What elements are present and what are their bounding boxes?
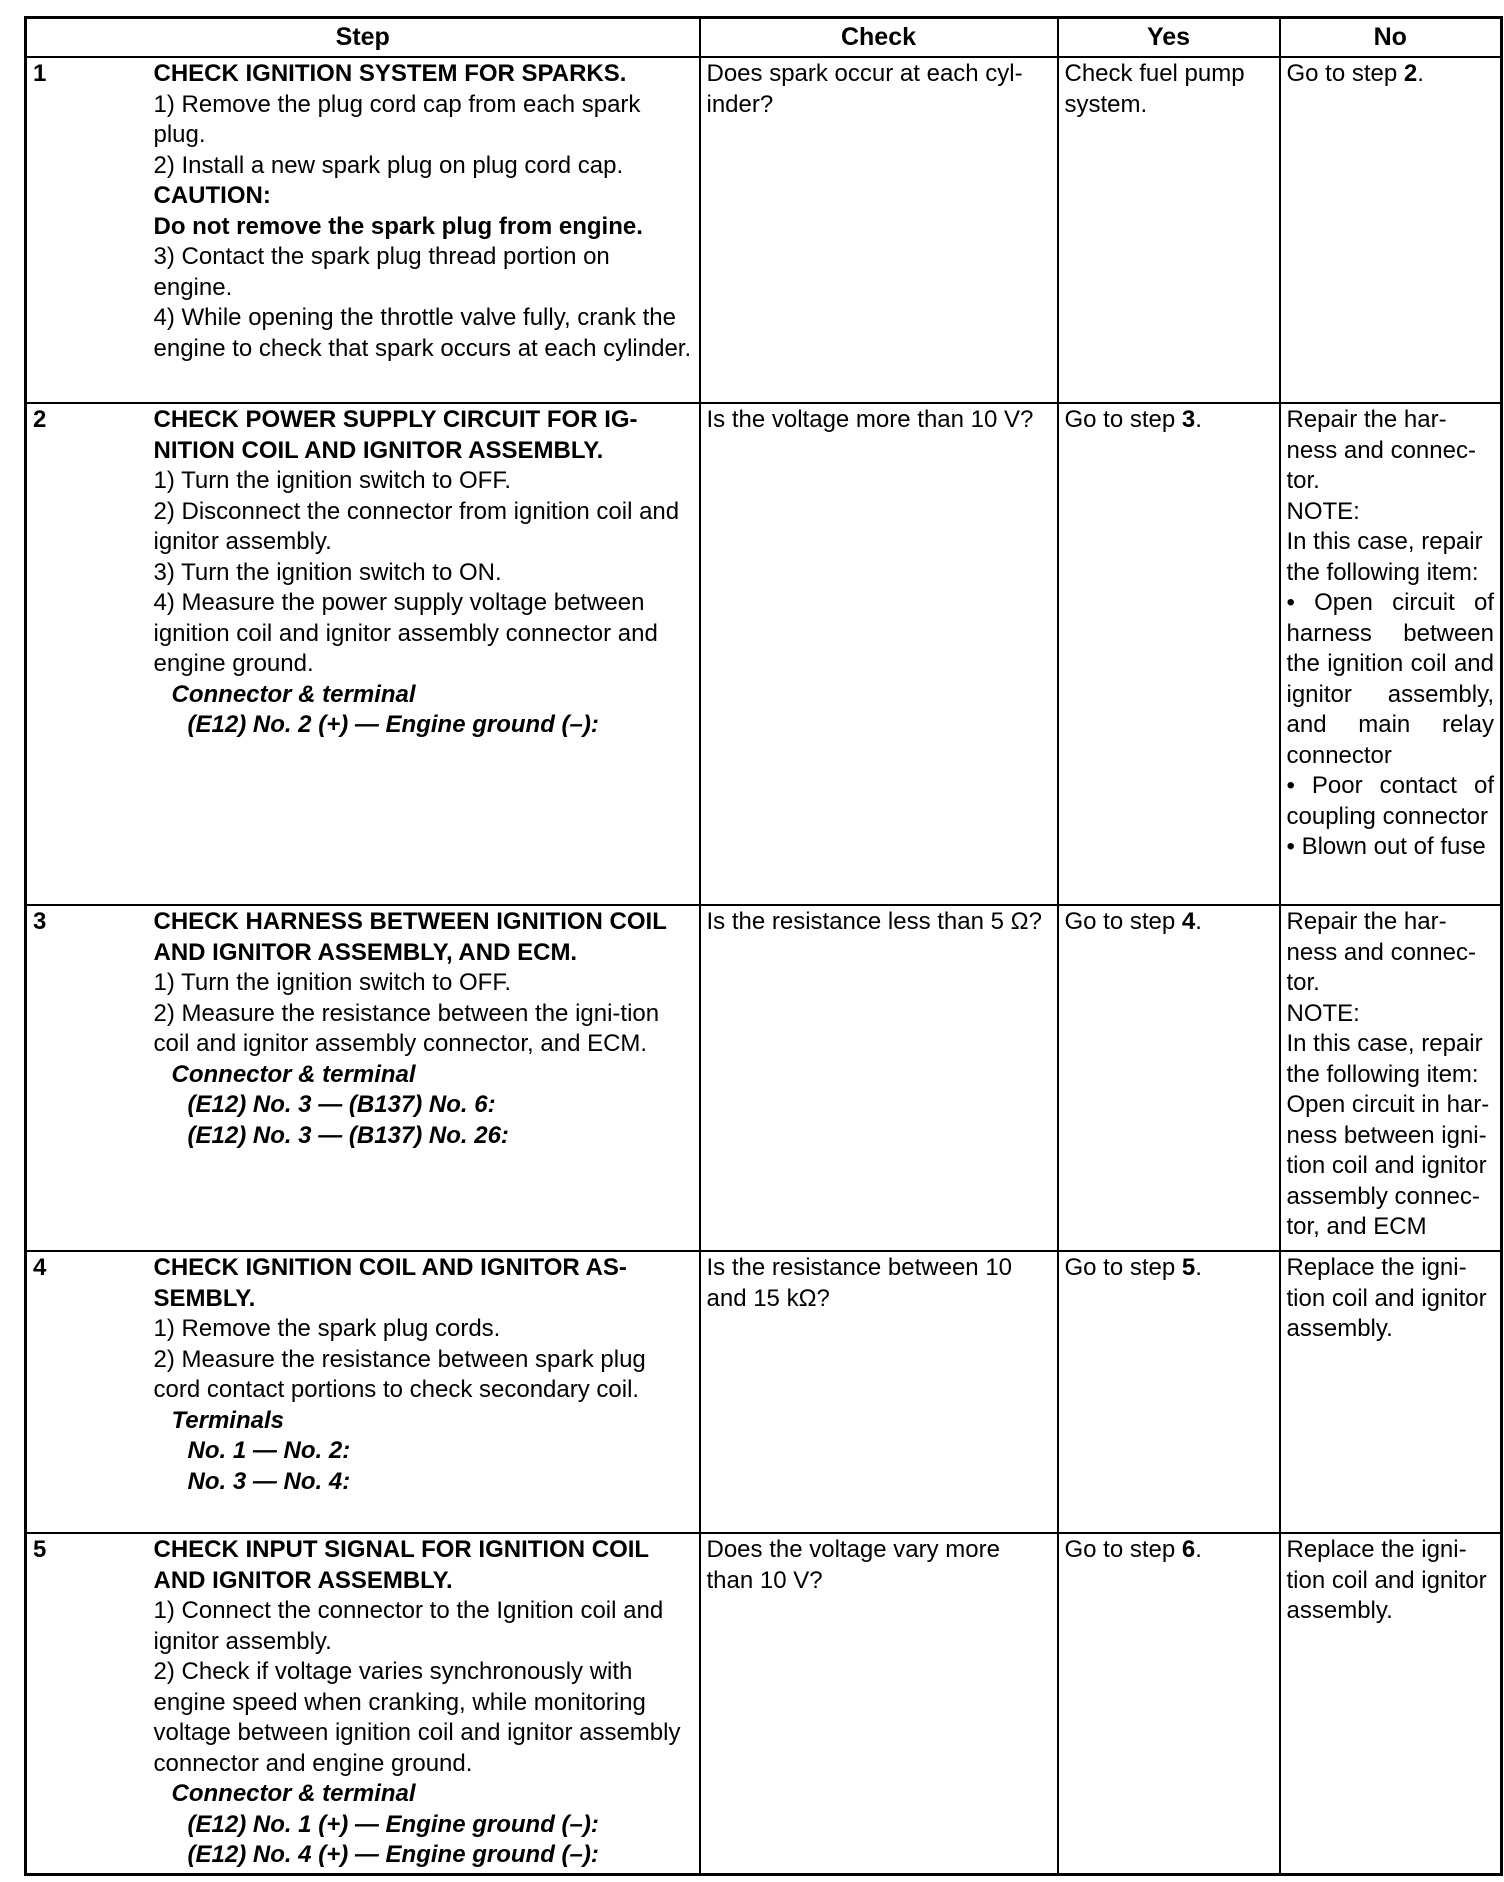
yes-prefix: Go to step	[1064, 406, 1182, 433]
connector-line: (E12) No. 3 — (B137) No. 26:	[187, 1121, 509, 1149]
header-row	[26, 18, 1502, 58]
step-description	[148, 57, 700, 403]
step-item: 2) Measure the resistance between spark plug cord contact portions to check secondary coil.	[153, 1345, 646, 1403]
connector-line: (E12) No. 3 — (B137) No. 6:	[187, 1091, 496, 1118]
connector-label: Terminals	[171, 1406, 284, 1434]
no-prefix: Go to step	[1286, 60, 1404, 87]
step-number: 2	[26, 403, 148, 905]
check-cell: Is the voltage more than 10 V?	[700, 403, 1058, 905]
yes-suffix: .	[1195, 1254, 1202, 1281]
no-note-text: In this case, repair the following item:	[1286, 528, 1483, 586]
step-item: 1) Remove the spark plug cords.	[153, 1315, 501, 1342]
connector-line: No. 3 — No. 4:	[187, 1467, 351, 1495]
no-cell	[1280, 403, 1502, 905]
connector-line: (E12) No. 1 (+) — Engine ground (–):	[187, 1810, 599, 1838]
yes-step-ref: 6	[1181, 1536, 1196, 1563]
table-row	[26, 403, 1502, 905]
step-item: 4) While opening the throttle valve fully, crank the engine to check that spark occurs at each cylinder.	[153, 304, 692, 362]
no-cell	[1280, 905, 1502, 1251]
table-row	[26, 1251, 1502, 1533]
yes-step-ref: 4	[1181, 908, 1196, 935]
step-item: 1) Turn the ignition switch to OFF.	[153, 969, 511, 996]
step-description	[148, 905, 700, 1251]
step-number: 3	[26, 905, 148, 1251]
header-no: No	[1280, 18, 1502, 58]
step-title: CHECK HARNESS BETWEEN IGNITION COIL AND IGNITOR ASSEMBLY, AND ECM.	[153, 908, 667, 966]
check-cell: Does spark occur at each cyl-inder?	[700, 57, 1058, 403]
no-suffix: .	[1417, 60, 1424, 87]
no-note-label: NOTE:	[1286, 999, 1360, 1027]
yes-step-ref: 3	[1181, 406, 1196, 433]
no-text: Repair the har-ness and connec-tor.	[1286, 908, 1476, 996]
step-item: 1) Turn the ignition switch to OFF.	[153, 467, 511, 494]
table-row	[26, 1533, 1502, 1874]
no-text: Repair the har-ness and connec-tor.	[1286, 406, 1476, 494]
no-note-label: NOTE:	[1286, 497, 1360, 525]
yes-suffix: .	[1195, 1536, 1202, 1563]
step-number: 5	[26, 1533, 148, 1874]
step-item: 1) Remove the plug cord cap from each spark plug.	[153, 90, 641, 148]
no-step-ref: 2	[1403, 60, 1418, 87]
yes-prefix: Go to step	[1064, 908, 1182, 935]
check-cell: Is the resistance less than 5 Ω?	[700, 905, 1058, 1251]
step-description	[148, 403, 700, 905]
check-cell: Is the resistance between 10 and 15 kΩ?	[700, 1251, 1058, 1533]
yes-cell	[1058, 1533, 1280, 1874]
step-item: 1) Connect the connector to the Ignition coil and ignitor assembly.	[153, 1597, 664, 1655]
table-row	[26, 905, 1502, 1251]
yes-cell: Check fuel pump system.	[1058, 57, 1280, 403]
caution-label: CAUTION:	[153, 182, 271, 209]
no-cell: Replace the igni-tion coil and ignitor assembly.	[1280, 1251, 1502, 1533]
connector-label: Connector & terminal	[171, 1780, 416, 1807]
step-item: 2) Disconnect the connector from ignition coil and ignitor assembly.	[153, 497, 680, 555]
no-bullet: • Blown out of fuse	[1286, 833, 1486, 860]
caution-text: Do not remove the spark plug from engine.	[153, 212, 643, 240]
step-item: 3) Contact the spark plug thread portion on engine.	[153, 243, 610, 301]
step-item: 2) Measure the resistance between the igni-tion coil and ignitor assembly connector, and ECM.	[153, 999, 660, 1057]
header-yes: Yes	[1058, 18, 1280, 58]
connector-line: (E12) No. 4 (+) — Engine ground (–):	[187, 1841, 599, 1868]
connector-label: Connector & terminal	[171, 1060, 416, 1088]
step-title: CHECK POWER SUPPLY CIRCUIT FOR IG-NITION COIL AND IGNITOR ASSEMBLY.	[153, 406, 638, 464]
step-item: 4) Measure the power supply voltage between ignition coil and ignitor assembly connector and engine ground.	[153, 589, 658, 677]
yes-cell	[1058, 1251, 1280, 1533]
header-check: Check	[700, 18, 1058, 58]
yes-prefix: Go to step	[1064, 1536, 1182, 1563]
step-description	[148, 1251, 700, 1533]
yes-prefix: Go to step	[1064, 1254, 1182, 1281]
no-note-text: In this case, repair the following item: Open circuit in har-ness between igni-tion coil and ignitor assembly connec-tor, and ECM	[1286, 1030, 1490, 1240]
step-title: CHECK IGNITION SYSTEM FOR SPARKS.	[153, 60, 627, 87]
step-item: 3) Turn the ignition switch to ON.	[153, 558, 502, 586]
yes-step-ref: 5	[1181, 1254, 1196, 1281]
step-number: 1	[26, 57, 148, 403]
check-cell: Does the voltage vary more than 10 V?	[700, 1533, 1058, 1874]
yes-cell	[1058, 403, 1280, 905]
no-bullet: • Poor contact of coupling connector	[1286, 772, 1494, 830]
no-cell	[1280, 57, 1502, 403]
step-item: 2) Check if voltage varies synchronously with engine speed when cranking, while monitoring voltage between ignition coil and ignitor assembly connector and engine ground.	[153, 1658, 681, 1777]
connector-line: No. 1 — No. 2:	[187, 1437, 351, 1464]
no-bullet: • Open circuit of harness between the ignition coil and ignitor assembly, and main relay connector	[1286, 589, 1494, 769]
table-row	[26, 57, 1502, 403]
yes-suffix: .	[1195, 908, 1202, 935]
step-title: CHECK IGNITION COIL AND IGNITOR AS-SEMBLY.	[153, 1254, 627, 1312]
connector-line: (E12) No. 2 (+) — Engine ground (–):	[187, 711, 599, 738]
step-item: 2) Install a new spark plug on plug cord cap.	[153, 151, 624, 179]
troubleshooting-table	[24, 16, 1503, 1876]
no-cell: Replace the igni-tion coil and ignitor assembly.	[1280, 1533, 1502, 1874]
step-number: 4	[26, 1251, 148, 1533]
header-step: Step	[26, 18, 700, 58]
connector-label: Connector & terminal	[171, 680, 416, 708]
yes-cell	[1058, 905, 1280, 1251]
step-title: CHECK INPUT SIGNAL FOR IGNITION COIL AND IGNITOR ASSEMBLY.	[153, 1536, 649, 1594]
step-description	[148, 1533, 700, 1874]
yes-suffix: .	[1195, 406, 1202, 433]
